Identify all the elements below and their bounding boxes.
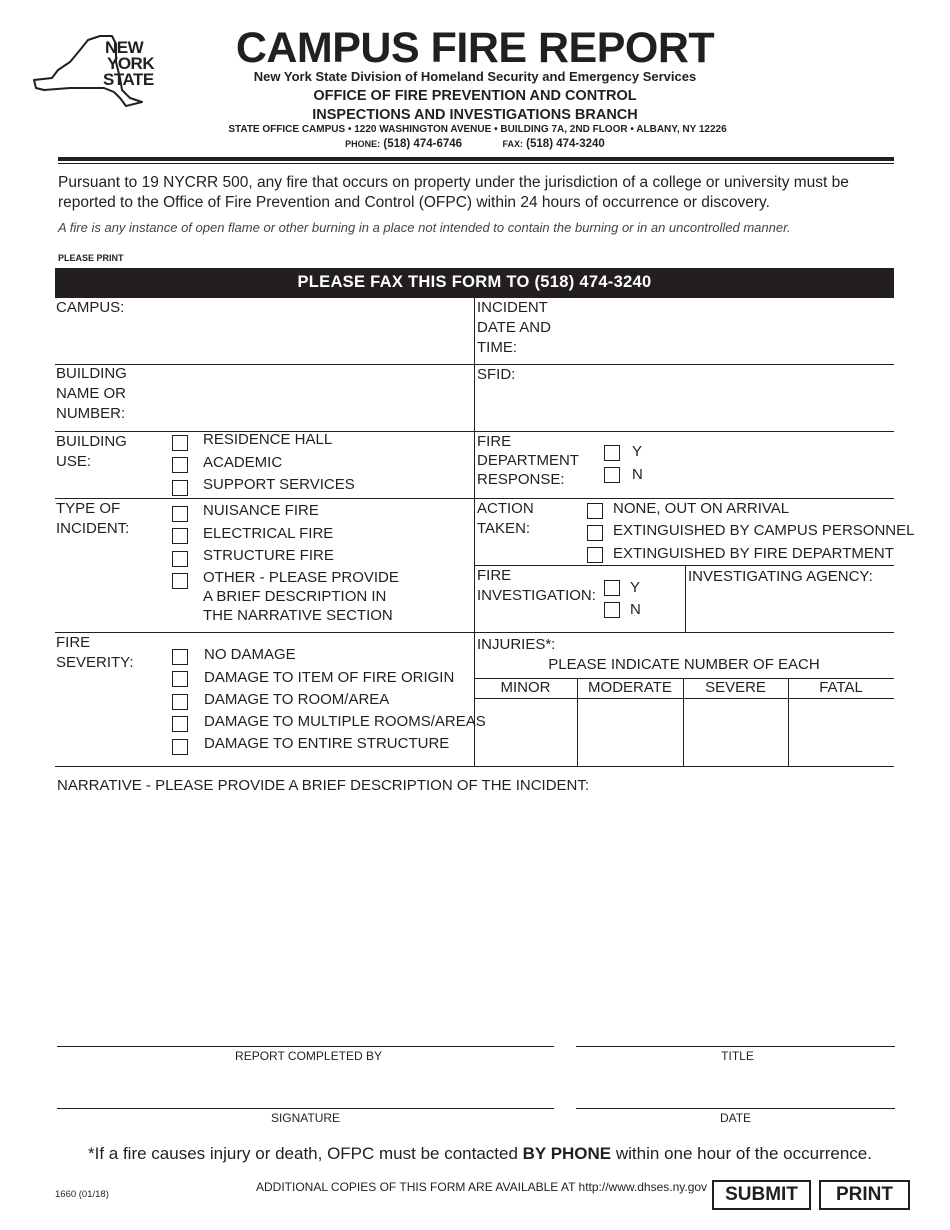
fire-dept-response-label: FIRE DEPARTMENT RESPONSE:	[477, 433, 579, 488]
injury-col-minor: MINOR	[500, 679, 551, 696]
please-print: PLEASE PRINT	[58, 253, 124, 263]
logo-word-state: STATE	[103, 70, 154, 89]
phone-number: (518) 474-6746	[383, 138, 463, 150]
nuisance-fire-option: NUISANCE FIRE	[203, 502, 319, 519]
residence-hall-option: RESIDENCE HALL	[203, 431, 333, 448]
support-services-checkbox[interactable]	[172, 480, 188, 496]
injury-col-fatal: FATAL	[819, 679, 863, 696]
structure-fire-option: STRUCTURE FIRE	[203, 547, 334, 564]
fire-severity-label: FIRE SEVERITY:	[56, 634, 134, 671]
building-use-label: BUILDING USE:	[56, 433, 127, 470]
fax-number: (518) 474-3240	[526, 138, 605, 150]
minor-count-field[interactable]	[476, 701, 575, 764]
fire-dept-yes-checkbox[interactable]	[604, 445, 620, 461]
fire-dept-no-checkbox[interactable]	[604, 467, 620, 483]
narrative-label: NARRATIVE - PLEASE PROVIDE A BRIEF DESCRIPTION OF THE INCIDENT:	[57, 777, 590, 794]
no-damage-option: NO DAMAGE	[204, 646, 296, 663]
investigating-agency-field[interactable]	[688, 588, 890, 628]
nuisance-fire-checkbox[interactable]	[172, 506, 188, 522]
phone-label: PHONE:	[345, 139, 381, 149]
notice-suffix: within one hour of the occurrence.	[611, 1144, 872, 1163]
signature-label: SIGNATURE	[270, 1111, 341, 1125]
date-label: DATE	[719, 1111, 752, 1125]
academic-option: ACADEMIC	[203, 454, 283, 471]
investigating-agency-label: INVESTIGATING AGENCY:	[688, 568, 873, 585]
incident-datetime-field[interactable]	[560, 300, 890, 360]
injury-col-severe: SEVERE	[705, 679, 766, 696]
damage-entire-structure-option: DAMAGE TO ENTIRE STRUCTURE	[204, 735, 450, 752]
damage-multiple-rooms-checkbox[interactable]	[172, 716, 188, 732]
no-damage-checkbox[interactable]	[172, 649, 188, 665]
logo-word-york: YORK	[107, 54, 155, 73]
agency-divider	[685, 565, 686, 632]
fire-definition: A fire is any instance of open flame or other burning in a place not intended to contain the burning or in an uncontrolled manner.	[58, 220, 791, 235]
row-divider	[55, 431, 894, 432]
sfid-field[interactable]	[530, 367, 890, 427]
damage-entire-structure-checkbox[interactable]	[172, 739, 188, 755]
title-label: TITLE	[721, 1049, 754, 1063]
contact-line	[170, 136, 780, 152]
damage-room-option: DAMAGE TO ROOM/AREA	[204, 691, 390, 708]
sfid-label: SFID:	[477, 366, 516, 383]
completed-by-label: REPORT COMPLETED BY	[235, 1049, 382, 1063]
fire-dept-yes-label: Y	[632, 443, 643, 460]
investigation-no-label: N	[630, 601, 641, 618]
none-out-on-arrival-option: NONE, OUT ON ARRIVAL	[613, 500, 790, 517]
office-address: STATE OFFICE CAMPUS • 1220 WASHINGTON AVENUE • BUILDING 7A, 2ND FLOOR • ALBANY, NY 12226	[228, 124, 727, 135]
print-button[interactable]: PRINT	[819, 1180, 910, 1210]
extinguished-campus-checkbox[interactable]	[587, 525, 603, 541]
signature-line[interactable]	[57, 1108, 554, 1109]
form-number: 1660 (01/18)	[55, 1189, 109, 1200]
copies-notice: ADDITIONAL COPIES OF THIS FORM ARE AVAILABLE AT http://www.dhses.ny.gov	[256, 1180, 708, 1194]
support-services-option: SUPPORT SERVICES	[203, 476, 355, 493]
electrical-fire-option: ELECTRICAL FIRE	[203, 525, 334, 542]
logo-text	[103, 40, 154, 88]
academic-checkbox[interactable]	[172, 457, 188, 473]
injuries-note: PLEASE INDICATE NUMBER OF EACH	[548, 656, 820, 673]
injury-col-moderate: MODERATE	[588, 679, 672, 696]
severe-count-field[interactable]	[685, 701, 786, 764]
agency-name: New York State Division of Homeland Security and Emergency Services	[253, 69, 697, 84]
extinguished-campus-option: EXTINGUISHED BY CAMPUS PERSONNEL	[613, 522, 915, 539]
building-name-label: BUILDING NAME OR NUMBER:	[56, 365, 127, 422]
narrative-field[interactable]	[57, 800, 893, 1035]
intro-text: Pursuant to 19 NYCRR 500, any fire that occurs on property under the jurisdiction of a college or university must be reported to the Office of Fire Prevention and Control (OFPC) within 24 hours of occurrence or discovery.	[58, 174, 849, 211]
campus-label: CAMPUS:	[56, 299, 125, 316]
action-taken-label: ACTION TAKEN:	[477, 500, 534, 537]
damage-multiple-rooms-option: DAMAGE TO MULTIPLE ROOMS/AREAS	[204, 713, 486, 730]
damage-room-checkbox[interactable]	[172, 694, 188, 710]
campus-field[interactable]	[150, 300, 468, 360]
row-divider	[55, 364, 894, 365]
logo-word-new: NEW	[105, 38, 144, 57]
fax-banner: PLEASE FAX THIS FORM TO (518) 474-3240	[55, 268, 894, 298]
damage-item-option: DAMAGE TO ITEM OF FIRE ORIGIN	[204, 669, 455, 686]
page-title: CAMPUS FIRE REPORT	[235, 24, 715, 72]
fatal-count-field[interactable]	[790, 701, 892, 764]
fire-investigation-label: FIRE INVESTIGATION:	[477, 567, 596, 604]
none-out-on-arrival-checkbox[interactable]	[587, 503, 603, 519]
branch-name: INSPECTIONS AND INVESTIGATIONS BRANCH	[312, 107, 638, 123]
investigation-no-checkbox[interactable]	[604, 602, 620, 618]
moderate-count-field[interactable]	[579, 701, 681, 764]
fire-dept-no-label: N	[632, 466, 643, 483]
row-divider	[55, 632, 894, 633]
extinguished-fd-option: EXTINGUISHED BY FIRE DEPARTMENT	[613, 545, 894, 562]
residence-hall-checkbox[interactable]	[172, 435, 188, 451]
injuries-label: INJURIES*:	[477, 636, 556, 653]
incident-type-label: TYPE OF INCIDENT:	[56, 500, 130, 537]
investigation-yes-label: Y	[630, 579, 641, 596]
fax-label: FAX:	[502, 139, 523, 149]
header-divider	[58, 157, 894, 164]
injury-header-bottom	[474, 698, 894, 699]
title-line[interactable]	[576, 1046, 895, 1047]
injury-notice	[40, 1143, 920, 1165]
damage-item-checkbox[interactable]	[172, 671, 188, 687]
extinguished-fd-checkbox[interactable]	[587, 547, 603, 563]
submit-button[interactable]: SUBMIT	[712, 1180, 811, 1210]
other-fire-checkbox[interactable]	[172, 573, 188, 589]
office-name: OFFICE OF FIRE PREVENTION AND CONTROL	[313, 88, 637, 104]
structure-fire-checkbox[interactable]	[172, 551, 188, 567]
electrical-fire-checkbox[interactable]	[172, 528, 188, 544]
other-fire-option: OTHER - PLEASE PROVIDE A BRIEF DESCRIPTION IN THE NARRATIVE SECTION	[203, 569, 399, 624]
investigation-yes-checkbox[interactable]	[604, 580, 620, 596]
notice-bold: BY PHONE	[522, 1144, 612, 1163]
date-line[interactable]	[576, 1108, 895, 1109]
building-name-field[interactable]	[150, 367, 468, 427]
notice-prefix: *If a fire causes injury or death, OFPC must be contacted	[88, 1144, 523, 1163]
completed-by-line[interactable]	[57, 1046, 554, 1047]
form-bottom	[55, 766, 894, 767]
incident-datetime-label: INCIDENT DATE AND TIME:	[477, 299, 551, 356]
